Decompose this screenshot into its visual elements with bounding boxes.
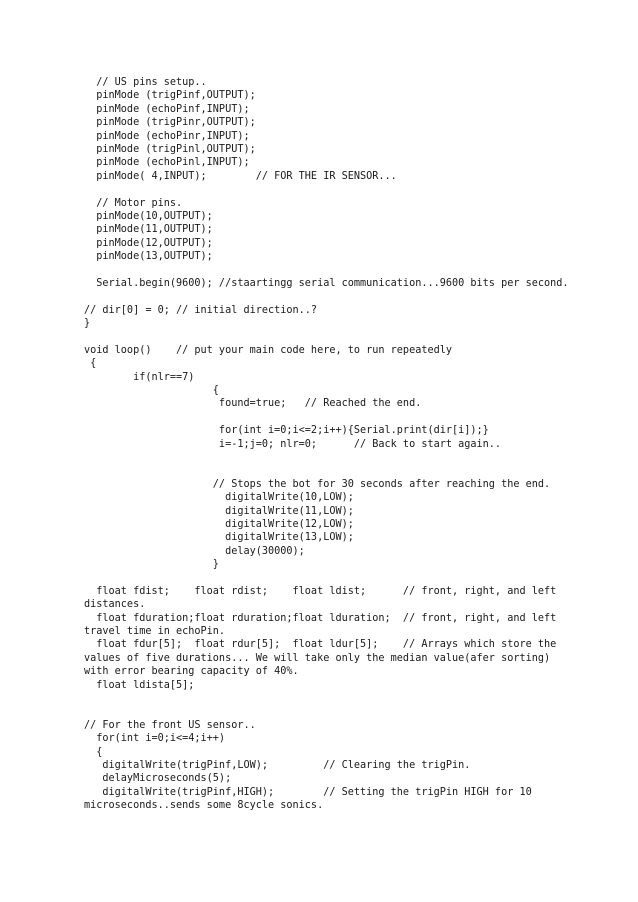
- code-line: travel time in echoPin.: [84, 626, 226, 638]
- code-line: }: [84, 559, 219, 571]
- code-line: distances.: [84, 599, 146, 611]
- code-line: }: [84, 318, 91, 330]
- code-line: delay(30000);: [84, 545, 305, 557]
- code-line: // For the front US sensor..: [84, 719, 256, 731]
- blank-line: [84, 263, 554, 276]
- blank-line: [84, 330, 554, 343]
- code-line: float fdur[5]; float rdur[5]; float ldur[5]; // Arrays which store the: [84, 639, 557, 651]
- code-line: // dir[0] = 0; // initial direction..?: [84, 304, 318, 316]
- code-line: values of five durations... We will take only the median value(afer sorting): [84, 652, 551, 664]
- blank-line: [84, 290, 554, 303]
- code-line: digitalWrite(10,LOW);: [84, 492, 354, 504]
- code-line: pinMode (echoPinl,INPUT);: [84, 157, 250, 169]
- code-line: float fdist; float rdist; float ldist; // front, right, and left: [84, 585, 557, 597]
- code-line: Serial.begin(9600); //staartingg serial communication...9600 bits per second.: [84, 277, 569, 289]
- code-line: with error bearing capacity of 40%.: [84, 666, 299, 678]
- code-line: float fduration;float rduration;float lduration; // front, right, and left: [84, 612, 557, 624]
- code-line: // Motor pins.: [84, 197, 183, 209]
- code-line: pinMode (echoPinr,INPUT);: [84, 130, 250, 142]
- code-line: // US pins setup..: [84, 77, 207, 88]
- blank-line: [84, 451, 554, 464]
- code-line: digitalWrite(12,LOW);: [84, 518, 354, 530]
- blank-line: [84, 411, 554, 424]
- code-line: pinMode( 4,INPUT); // FOR THE IR SENSOR...: [84, 170, 397, 182]
- code-line: for(int i=0;i<=4;i++): [84, 733, 226, 745]
- code-line: digitalWrite(trigPinf,HIGH); // Setting the trigPin HIGH for 10: [84, 786, 532, 798]
- blank-line: [84, 692, 554, 705]
- code-line: if(nlr==7): [84, 371, 195, 383]
- code-line: pinMode (echoPinf,INPUT);: [84, 103, 250, 115]
- code-line: void loop() // put your main code here, to run repeatedly: [84, 344, 453, 356]
- code-line: pinMode(12,OUTPUT);: [84, 237, 213, 249]
- code-line: delayMicroseconds(5);: [84, 773, 232, 785]
- code-line: pinMode (trigPinr,OUTPUT);: [84, 117, 256, 129]
- code-line: pinMode(10,OUTPUT);: [84, 210, 213, 222]
- code-line: {: [84, 384, 219, 396]
- code-line: pinMode (trigPinf,OUTPUT);: [84, 90, 256, 102]
- blank-line: [84, 571, 554, 584]
- code-line: pinMode(11,OUTPUT);: [84, 224, 213, 236]
- code-line: {: [84, 358, 97, 370]
- blank-line: [84, 464, 554, 477]
- blank-line: [84, 705, 554, 718]
- code-line: digitalWrite(13,LOW);: [84, 532, 354, 544]
- code-line: found=true; // Reached the end.: [84, 398, 422, 410]
- code-line: pinMode(13,OUTPUT);: [84, 251, 213, 263]
- code-line: digitalWrite(11,LOW);: [84, 505, 354, 517]
- code-line: {: [84, 746, 103, 758]
- code-line: // Stops the bot for 30 seconds after reaching the end.: [84, 478, 551, 490]
- code-line: pinMode (trigPinl,OUTPUT);: [84, 143, 256, 155]
- code-line: for(int i=0;i<=2;i++){Serial.print(dir[i]);}: [84, 425, 489, 437]
- code-line: float ldista[5];: [84, 679, 195, 691]
- code-line: microseconds..sends some 8cycle sonics.: [84, 800, 324, 812]
- code-block: [84, 76, 569, 812]
- blank-line: [84, 183, 554, 196]
- code-line: i=-1;j=0; nlr=0; // Back to start again..: [84, 438, 502, 450]
- code-line: digitalWrite(trigPinf,LOW); // Clearing the trigPin.: [84, 759, 471, 771]
